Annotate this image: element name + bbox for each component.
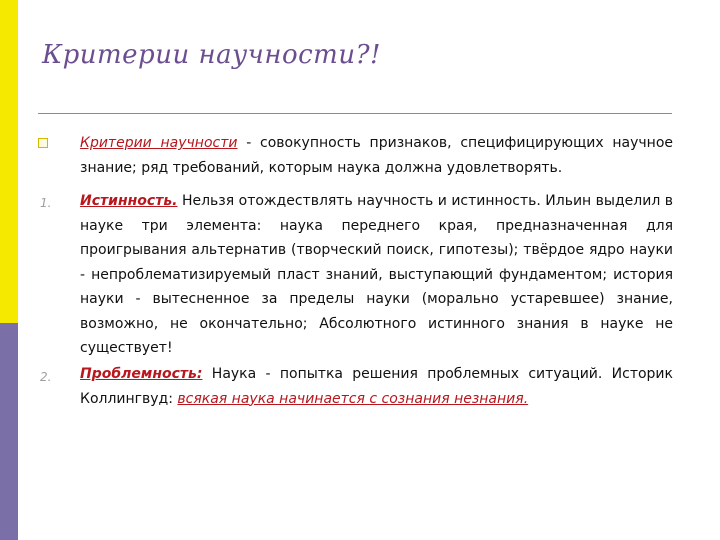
problem-text: Наука - попытка решения проблемных ситуаций. Историк Коллингвуд:: [80, 366, 673, 407]
square-bullet-icon: [38, 138, 48, 148]
truth-text: Нельзя отождествлять научность и истинность. Ильин выделил в науке три элемента: наука переднего края, предназначенная для проигрывания альтернатив (творческий поиск, гипотезы); твёрдое ядро науки - непроблематизируемый пласт знаний, выступающий фундаментом; история науки - вытесненное за пределы науки (морально устаревшее) знание, возможно, не окончательно; Абсолютного истинного знания в науке не существует!: [80, 193, 673, 356]
collingwood-quote: всякая наука начинается с сознания незнания.: [177, 390, 529, 407]
problem-paragraph: [80, 362, 673, 411]
truth-term: Истинность.: [80, 193, 178, 209]
list-number-2: 2.: [40, 370, 52, 384]
list-number-1: 1.: [40, 196, 52, 210]
slide-title: Критерии научности?!: [42, 40, 381, 70]
definition-text: - совокупность признаков, специфицирующих научное знание; ряд требований, которым наука должна удовлетворять.: [80, 135, 674, 176]
definition-term: Критерии научности: [80, 135, 238, 151]
title-divider: [38, 113, 672, 114]
accent-bar-yellow: [0, 0, 18, 323]
problem-term: Проблемность:: [80, 366, 203, 382]
accent-bar-purple: [0, 323, 18, 540]
truth-paragraph: [80, 189, 673, 361]
definition-paragraph: [80, 131, 673, 180]
